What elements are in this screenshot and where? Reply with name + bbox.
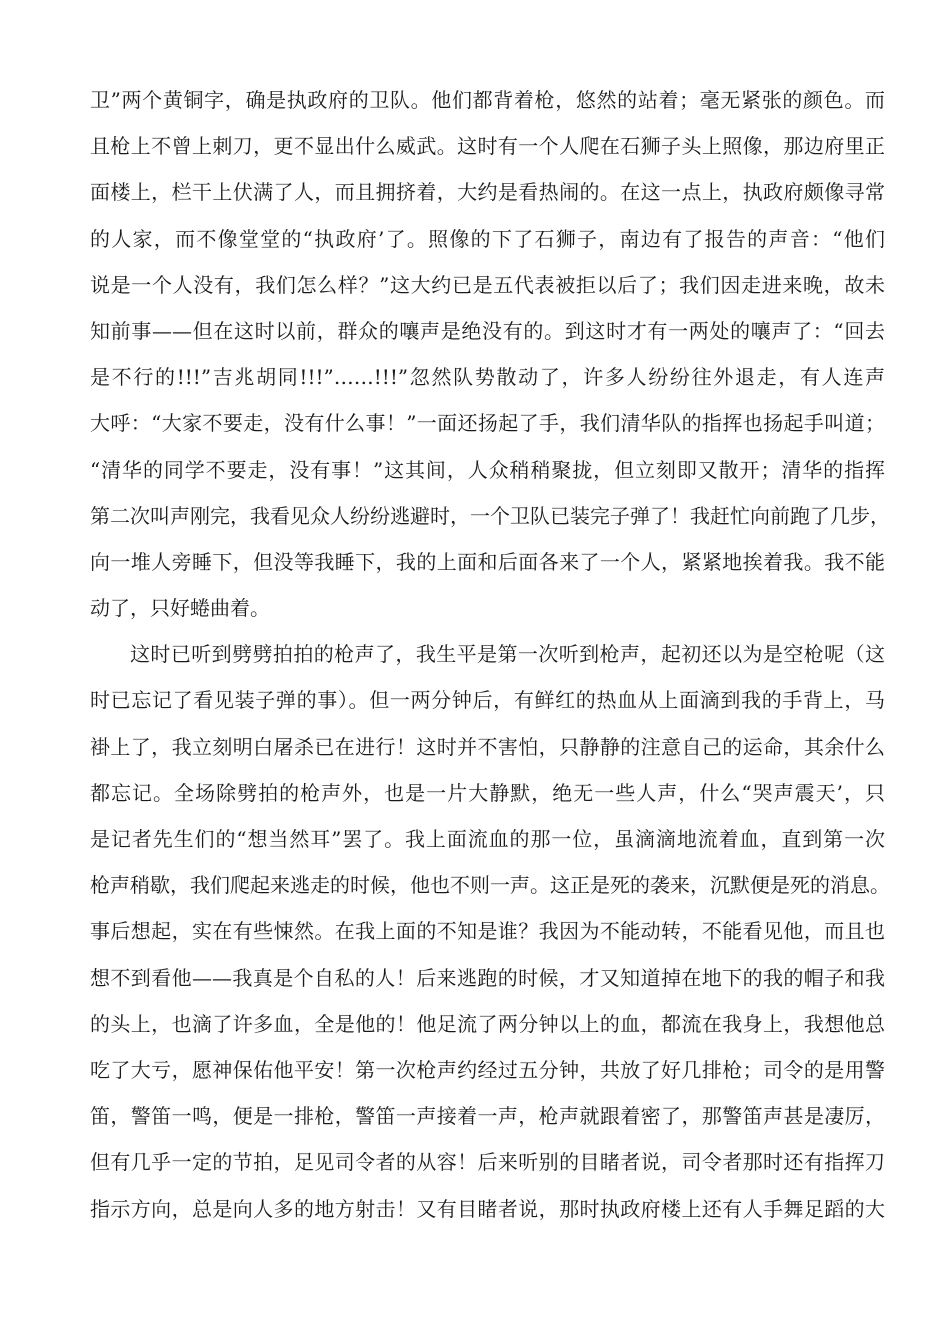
text-line: 这时已听到劈劈拍拍的枪声了，我生平是第一次听到枪声，起初还以为是空枪呢（这 — [130, 642, 885, 667]
text-line: 都忘记。全场除劈拍的枪声外，也是一片大静默，绝无一些人声，什么“哭声震天’，只 — [90, 780, 885, 805]
text-line: 吃了大亏，愿神保佑他平安！第一次枪声约经过五分钟，共放了好几排枪；司令的是用警 — [90, 1057, 885, 1082]
document-page — [90, 77, 890, 1232]
text-line: 大呼：“大家不要走，没有什么事！”一面还扬起了手，我们清华队的指挥也扬起手叫道； — [90, 411, 885, 436]
text-line: 是不行的!!!”吉兆胡同!!!”……!!!”忽然队势散动了，许多人纷纷往外退走，有人连声 — [90, 365, 885, 390]
text-line: 知前事——但在这时以前，群众的嚷声是绝没有的。到这时才有一两处的嚷声了：“回去 — [90, 318, 885, 343]
text-line: 面楼上，栏干上伏满了人，而且拥挤着，大约是看热闹的。在这一点上，执政府颇像寻常 — [90, 180, 885, 205]
text-line: 想不到看他——我真是个自私的人！后来逃跑的时候，才又知道掉在地下的我的帽子和我 — [90, 965, 885, 990]
text-line: 事后想起，实在有些悚然。在我上面的不知是谁？我因为不能动转，不能看见他，而且也 — [90, 919, 885, 944]
text-line: 的人家，而不像堂堂的“执政府’了。照像的下了石狮子，南边有了报告的声音：“他们 — [90, 226, 885, 251]
text-line: 的头上，也滴了许多血，全是他的！他足流了两分钟以上的血，都流在我身上，我想他总 — [90, 1011, 885, 1036]
text-line: “清华的同学不要走，没有事！”这其间，人众稍稍聚拢，但立刻即又散开；清华的指挥 — [90, 457, 885, 482]
text-line: 向一堆人旁睡下，但没等我睡下，我的上面和后面各来了一个人，紧紧地挨着我。我不能 — [90, 549, 885, 574]
text-line: 卫”两个黄铜字，确是执政府的卫队。他们都背着枪，悠然的站着；毫无紧张的颜色。而 — [90, 88, 885, 112]
text-line: 是记者先生们的“想当然耳”罢了。我上面流血的那一位，虽滴滴地流着血，直到第一次 — [90, 827, 885, 851]
text-line: 指示方向，总是向人多的地方射击！又有目睹者说，那时执政府楼上还有人手舞足蹈的大 — [90, 1196, 885, 1221]
text-line: 但有几乎一定的节拍，足见司令者的从容！后来听别的目睹者说，司令者那时还有指挥刀 — [90, 1150, 885, 1175]
text-line: 时已忘记了看见装子弹的事）。但一两分钟后，有鲜红的热血从上面滴到我的手背上，马 — [90, 688, 885, 713]
text-line: 动了，只好蜷曲着。 — [90, 596, 270, 621]
text-line: 笛，警笛一鸣，便是一排枪，警笛一声接着一声，枪声就跟着密了，那警笛声甚是凄厉， — [90, 1104, 885, 1129]
text-line: 褂上了，我立刻明白屠杀已在进行！这时并不害怕，只静静的注意自己的运命，其余什么 — [90, 734, 885, 759]
document-body — [90, 77, 890, 1232]
text-line: 第二次叫声刚完，我看见众人纷纷逃避时，一个卫队已装完子弹了！我赶忙向前跑了几步， — [90, 503, 890, 528]
text-line: 说是一个人没有，我们怎么样？”这大约已是五代表被拒以后了；我们因走进来晚，故未 — [90, 272, 885, 297]
text-line: 且枪上不曾上刺刀，更不显出什么威武。这时有一个人爬在石狮子头上照像，那边府里正 — [90, 134, 885, 159]
text-line: 枪声稍歇，我们爬起来逃走的时候，他也不则一声。这正是死的袭来，沉默便是死的消息。 — [90, 873, 890, 898]
